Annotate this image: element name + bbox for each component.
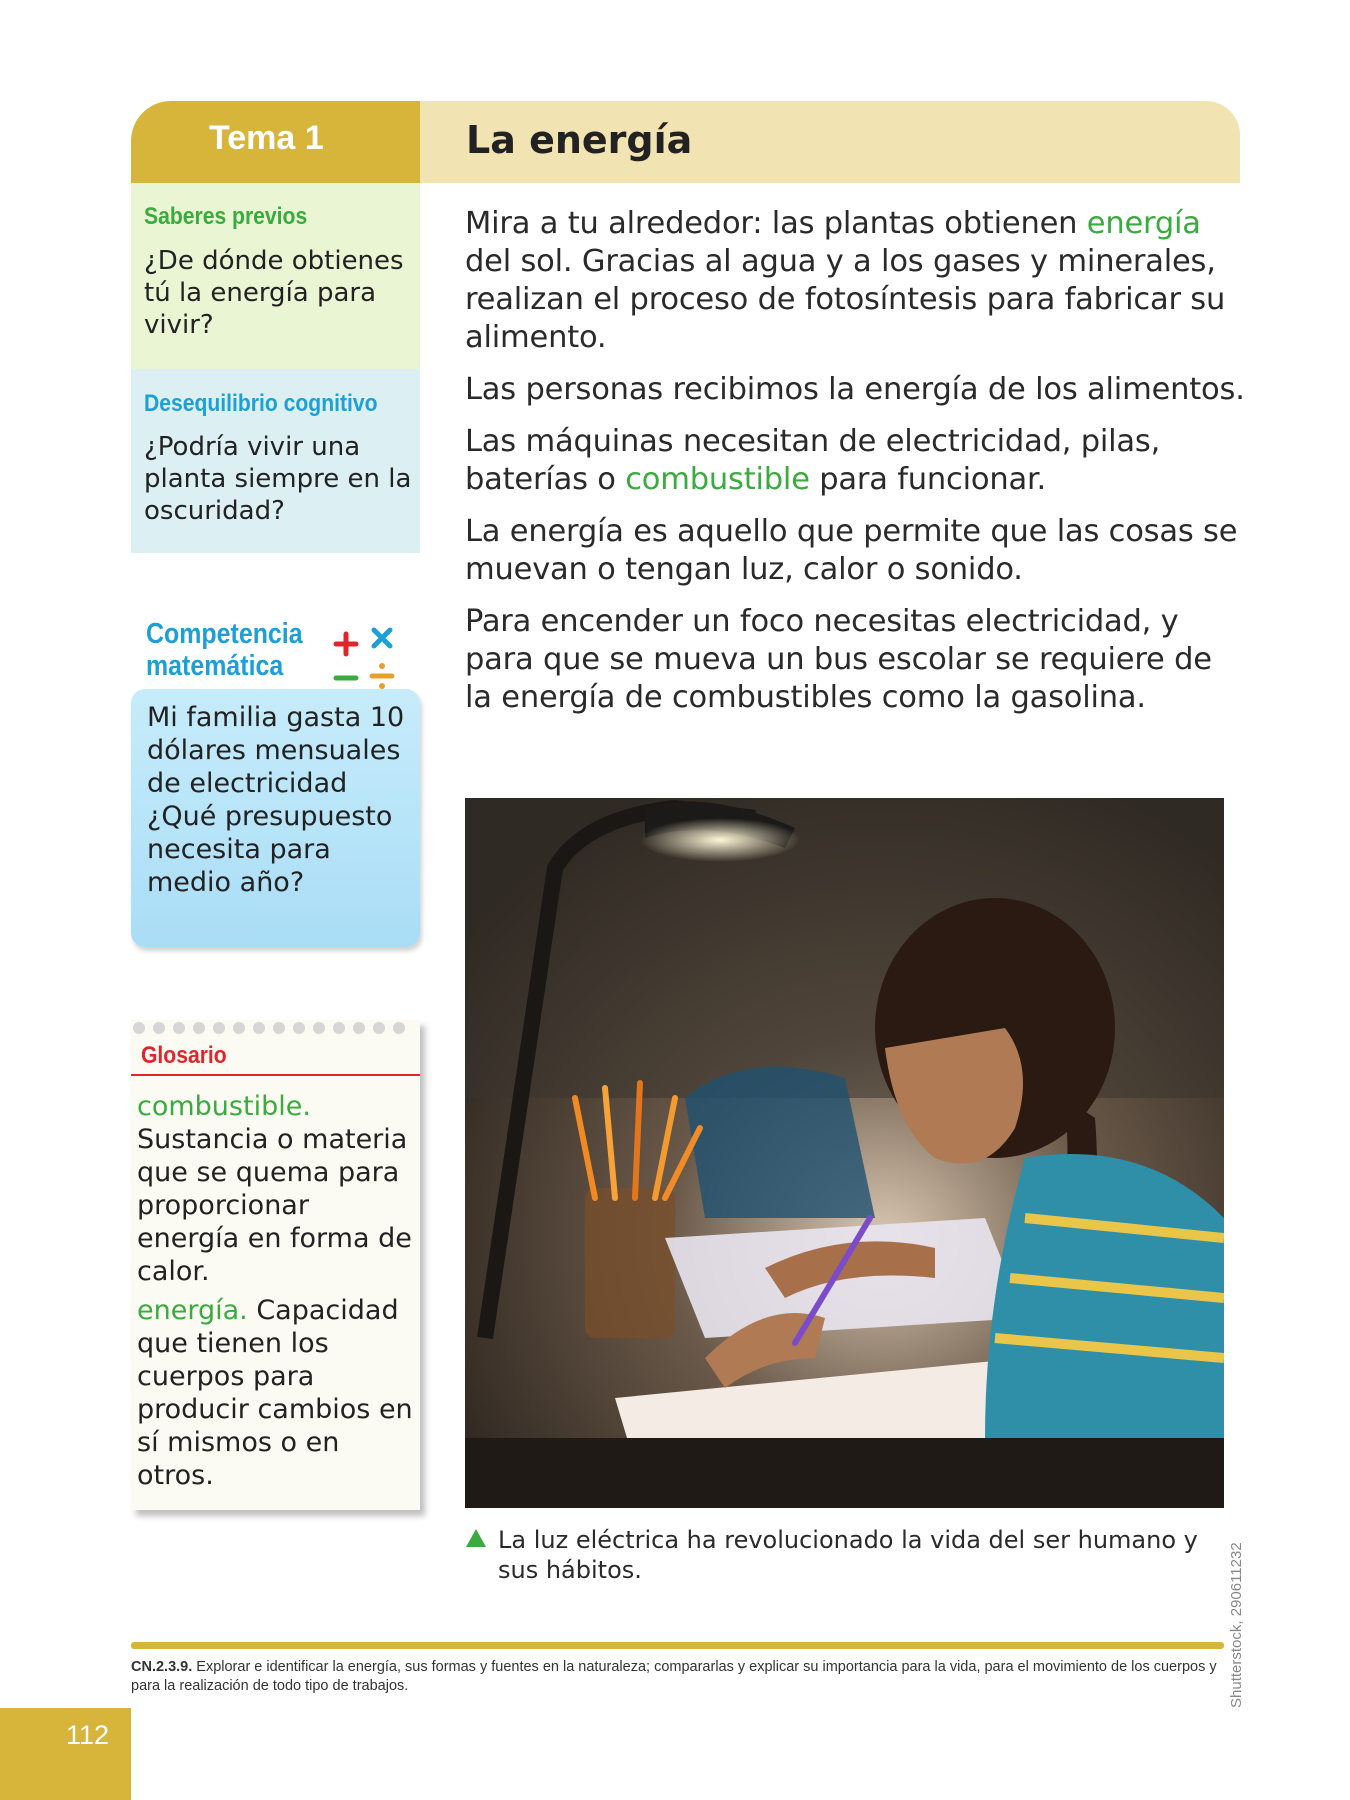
desequilibrio-heading: Desequilibrio cognitivo: [144, 390, 378, 417]
glosario-divider: [131, 1074, 420, 1076]
photo-credit: [1228, 1508, 1258, 1708]
glosario-entry: [137, 1090, 419, 1288]
paragraph-text: Las máquinas necesitan de electricidad, pilas, baterías o: [465, 424, 1161, 497]
glosario-heading: Glosario: [141, 1042, 227, 1069]
competencia-heading: [146, 618, 301, 682]
standard-code: CN.2.3.9.: [131, 1659, 193, 1675]
desequilibrio-box: [131, 369, 420, 553]
competencia-heading-line1: Competencia: [146, 618, 303, 650]
math-operators-icon: [328, 620, 408, 696]
glosario-term: energía.: [137, 1295, 248, 1326]
title-bar: [420, 101, 1240, 183]
page-number: 112: [66, 1720, 110, 1750]
glosario-definition: Sustancia o materia que se quema para proporcionar energía en forma de calor.: [137, 1124, 412, 1287]
glosario-definition: Capacidad que tienen los cuerpos para producir cambios en sí mismos o en otros.: [137, 1295, 413, 1491]
glosario-entry: [137, 1294, 419, 1492]
paragraph-text: para funcionar.: [809, 462, 1047, 497]
saberes-previos-question: ¿De dónde obtienes tú la energía para vivir?: [144, 246, 404, 340]
competencia-problem: Mi familia gasta 10 dólares mensuales de electricidad ¿Qué presupuesto necesita para medio año?: [147, 702, 405, 898]
tema-label: Tema 1: [209, 119, 324, 157]
page-title: La energía: [466, 118, 693, 162]
caption-triangle-icon: [465, 1528, 487, 1548]
competencia-box: [131, 689, 420, 947]
glosario-card: [131, 1020, 420, 1510]
paragraph: [465, 205, 1245, 357]
photo-credit-text: Shutterstock, 290611232: [1228, 1542, 1245, 1708]
paragraph: Para encender un foco necesitas electricidad, y para que se mueva un bus escolar se requiere de la energía de combustibles como la gasolina.: [465, 604, 1212, 715]
curriculum-standard: [131, 1658, 1231, 1696]
photo-illustration: [465, 798, 1224, 1508]
tema-tab: [131, 101, 420, 183]
paragraph: La energía es aquello que permite que las cosas se muevan o tengan luz, calor o sonido.: [465, 514, 1238, 587]
desequilibrio-question: ¿Podría vivir una planta siempre en la oscuridad?: [144, 432, 412, 526]
keyword-combustible: combustible: [625, 462, 810, 497]
main-text: [465, 205, 1245, 731]
paragraph-text: del sol. Gracias al agua y a los gases y minerales, realizan el proceso de fotosíntesis para fabricar su alimento.: [465, 244, 1226, 355]
glosario-term: combustible.: [137, 1091, 311, 1122]
notebook-rings-icon: [131, 1020, 420, 1038]
paragraph: Las personas recibimos la energía de los alimentos.: [465, 372, 1245, 407]
standard-description: Explorar e identificar la energía, sus formas y fuentes en la naturaleza; compararlas y explicar su importancia para la vida, para el movimiento de los cuerpos y para la realización de todo tipo de trabajos.: [131, 1659, 1217, 1694]
girl-studying-photo: [465, 798, 1224, 1508]
saberes-previos-box: [131, 183, 420, 369]
footer-divider: [131, 1642, 1224, 1649]
paragraph: [465, 423, 1245, 499]
saberes-previos-heading: Saberes previos: [144, 203, 308, 230]
competencia-heading-line2: matemática: [146, 650, 284, 682]
page-number-tab: [0, 1708, 131, 1800]
keyword-energia: energía: [1086, 206, 1201, 241]
photo-caption: La luz eléctrica ha revolucionado la vida del ser humano y sus hábitos.: [498, 1526, 1198, 1584]
paragraph-text: Mira a tu alrededor: las plantas obtienen: [465, 206, 1087, 241]
